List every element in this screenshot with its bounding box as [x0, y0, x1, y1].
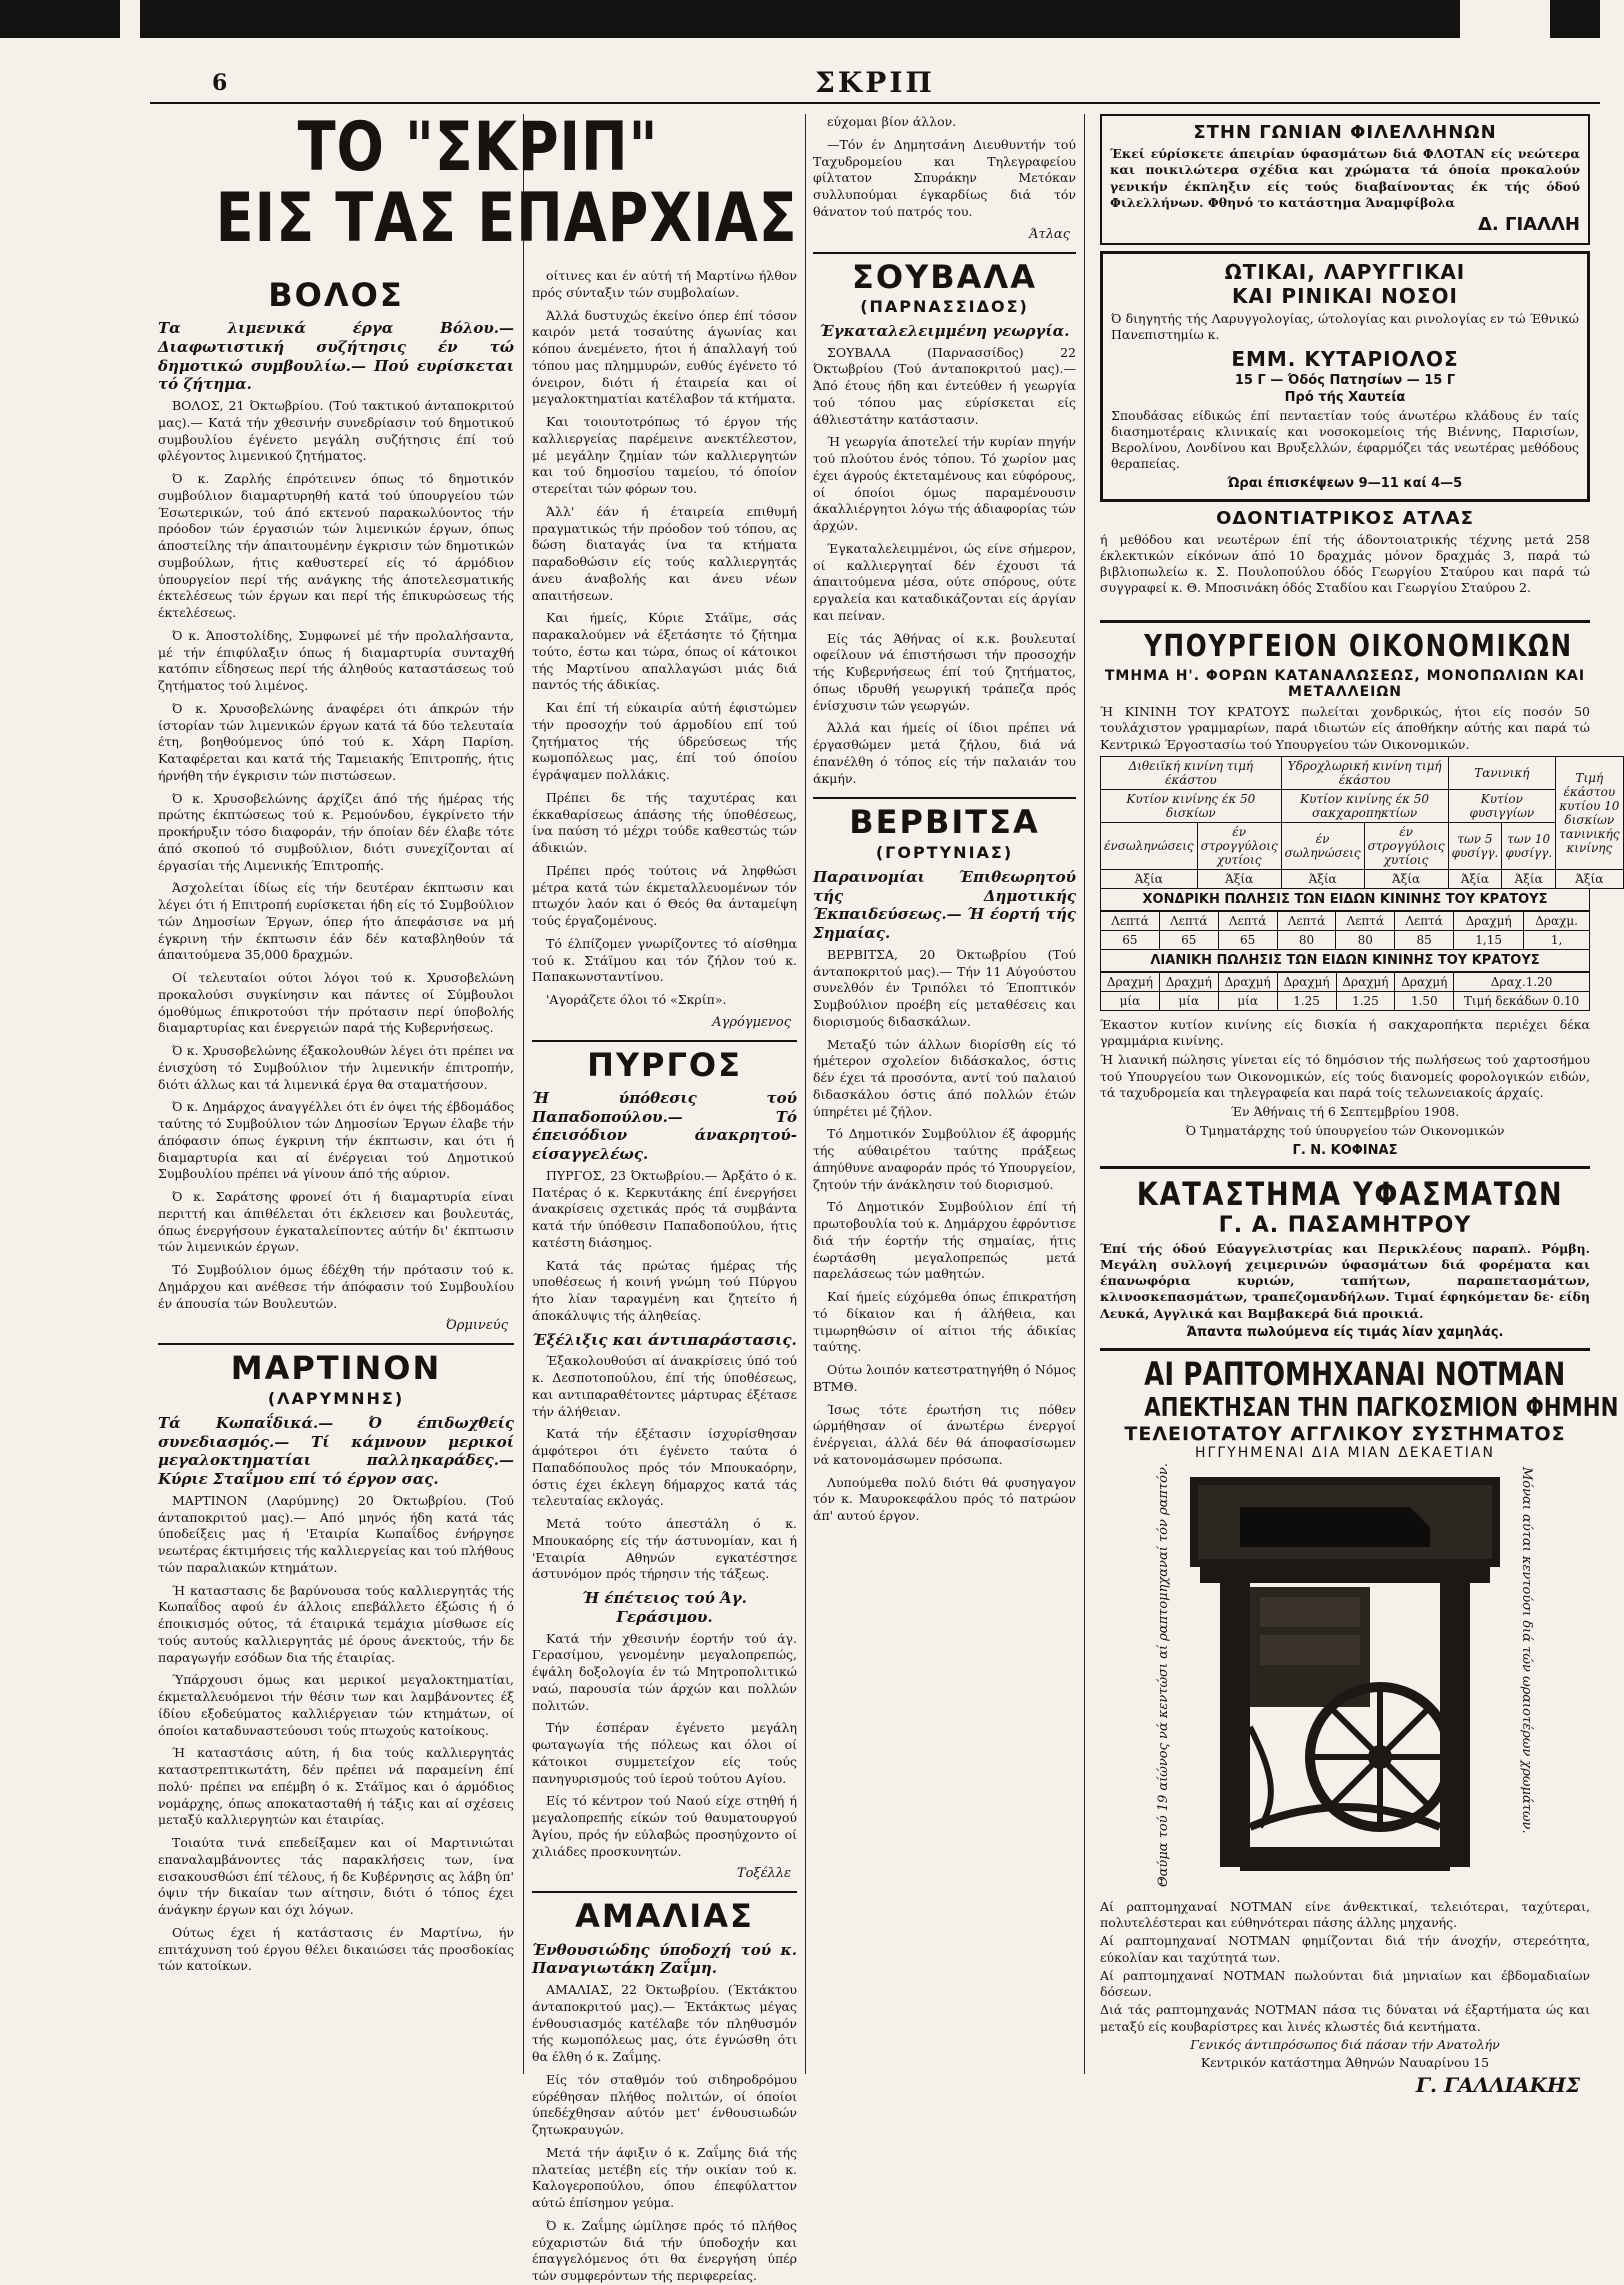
table-cell: Άξία: [1101, 869, 1198, 888]
table-cell: Δραχμή: [1159, 972, 1218, 991]
fabric-shop-title: ΚΑΤΑΣΤΗΜΑ ΥΦΑΣΜΑΤΩΝ: [1136, 1174, 1564, 1213]
ad-notman: [1100, 1348, 1619, 2098]
ad-text: ή μεθόδου και νεωτέρων έπί τής άδοντοιατρικής τέχνης μετά 258 έκλεκτικών είκόνων άπό 10 δραχμάς μόνον δραχμάς 3, παρά τώ βιβλιοπωλείω κ. Σ. Πουλοπούλου όδός Γεωργίου Σταύρου και παρά τώ συγγραφεί κ. Θ. Μποσινάκη όδός Σταδίου και Γεωργίου Σταύρου 2.: [1100, 531, 1590, 596]
paragraph: Κατά τήν έξέτασιν ίσχυρίσθησαν άμφότεροι ότι έγένετο ταύτα ό Παπαδόπουλος πρός τόν Μπουκαόρην, όστις έχει έκλεγη δήμαρχος κατά τάς τελευταίας εκλογάς.: [532, 1426, 797, 1509]
ad-heading: ΚΑΙ ΡΙΝΙΚΑΙ ΝΟΣΟΙ: [1232, 284, 1458, 308]
paragraph: Ό κ. Ζαρλής έπρότεινεν όπως τό δημοτικόν συμβούλιον διαμαρτυρηθή κατά τού ύπουργείου τών Έσωτερικών, τού άπό εκτενού παρακωλύοντος τήν πρόοδον τών έργασιών τών λιμενικών έργων, όπως άποστείλης τήν άπαιτουμένην έγκρισιν τών δημοτικών συμβούλων, ήτις καθυστερεί είς τό άρμόδιον ύπουργείον περί τής ανάγκης τής άποτελεσματικής έκτελέσεως τών έργων και περί τής έπικυρώσεως τής έκτελέσεως.: [158, 471, 514, 621]
article-title-martinon: ΜΑΡΤΙΝΟΝ: [158, 1343, 514, 1386]
paragraph: ΠΥΡΓΟΣ, 23 Όκτωβρίου.— Άρξάτο ό κ. Πατέρας ό κ. Κερκυτάκης έπί ένεργήσει άνακρίσεις σχετικάς πρός τά συμβάντα κατά τήν ύπόθεσιν Παπαδοπούλου, ήτις κατέστη διάσημος.: [532, 1167, 797, 1250]
ministry-signature-title: Ό Τμηματάρχης τού ύπουργείου τών Οικονομικών: [1185, 1123, 1505, 1139]
article-headline-amalias: Ένθουσιώδης ύποδοχή τού κ. Παναγιωτάκη Ζαΐμη.: [532, 1940, 797, 1978]
ministry-title: ΥΠΟΥΡΓΕΙΟΝ ΟΙΚΟΝΟΜΙΚΩΝ: [1144, 629, 1573, 664]
table-header: Τιμή έκάστου κυτίου 10 δισκίων τανινικής κινίνης: [1556, 756, 1624, 869]
table-subheader: έν σωληνώσεις: [1281, 822, 1364, 869]
table-cell: Δραχμ.: [1524, 911, 1590, 930]
paragraph: —Τόν έν Δημητσάνη Διευθυντήν τού Ταχυδρομείου και Τηλεγραφείου φίλτατον Σπυράκην Μετόκαν συλλυπούμαι έγκαρδίως διά τόν θάνατον τού πατρός του.: [813, 136, 1076, 219]
header-rule: [150, 102, 1600, 104]
ad-heading: ΟΔΟΝΤΙΑΤΡΙΚΟΣ ΑΤΛΑΣ: [1216, 507, 1474, 529]
column-3: [813, 114, 1076, 2074]
ads-column-lower: [1100, 620, 1620, 2098]
table-cell: Δραχμή: [1218, 972, 1277, 991]
table-cell: Λεπτά: [1395, 911, 1454, 930]
table-cell: Λεπτά: [1277, 911, 1336, 930]
table-cell: 1,: [1524, 930, 1590, 949]
paragraph: Κατά τήν χθεσινήν έορτήν τού άγ. Γερασίμου, γενομένην μεγαλοπρεπώς, έψάλη δοξολογία έν τώ Μητροπολιτικώ ναώ, παρουσία τών άρχών και πολλών πολιτών.: [532, 1630, 797, 1713]
table-subheader: των 5 φυσίγγ.: [1448, 822, 1502, 869]
paragraph: Ούτως έχει ή κατάστασις έν Μαρτίνω, ήν επιτάχυνση τού έργου θέλει δικαιώσει τάς προσδοκίας τών κατοίκων.: [158, 1924, 514, 1974]
ad-text: Ό διηγητής τής Λαρυγγολογίας, ώτολογίας και ρινολογίας εν τώ Έθνικώ Πανεπιστημίω κ.: [1111, 311, 1579, 343]
table-cell: Τιμή δεκάδων 0.10: [1454, 991, 1590, 1010]
table-cell: μία: [1101, 991, 1160, 1010]
ad-address: 15 Γ — Όδός Πατησίων — 15 Γ: [1234, 372, 1456, 388]
table-subheader: των 10 φυσίγγ.: [1502, 822, 1556, 869]
column-rule: [1084, 114, 1085, 2074]
article-title-verbitsa: ΒΕΡΒΙΤΣΑ: [813, 797, 1076, 840]
paragraph: Είς τάς Άθήνας οί κ.κ. βουλευταί οφείλουν νά έπιστήσωσι τήν προσοχήν τής Κυβερνήσεως έπί τού ζητήματος, όπως ιδρυθή γεωργική τράπεζα πρός ένίσχυσιν τών γεωργών.: [813, 630, 1076, 713]
paragraph: Άλλά δυστυχώς έκείνο όπερ έπί τόσον καιρόν μετά τοσαύτης άγωνίας και κόπου άνεμένετο, ήτοι ή άπαλλαγή τού τόπου μας πλημμυρών, ευθύς έγένετο τό όνειρον, διότι ή έταιρεία και οί μεγαλοκτηματίαι κατέλαβον τά κτήματα.: [532, 307, 797, 407]
table-cell: Δραχ.1.20: [1454, 972, 1590, 991]
bar-gap: [120, 0, 140, 38]
table-cell: Άξία: [1364, 869, 1448, 888]
sub-heading: Έξέλιξις και άντιπαράστασις.: [532, 1330, 797, 1349]
retail-table: [1100, 972, 1590, 1011]
paragraph: Έγκαταλελειμμένοι, ώς είνε σήμερον, οί καλλιεργηταί δέν έχουσι τά άπαιτούμενα μέσα, ούτε σπόρους, ούτε εργαλεία και καταδικάζονται είς άργίαν και πείναν.: [813, 540, 1076, 623]
paragraph: Ό κ. Ζαΐμης ώμίλησε πρός τό πλήθος εύχαριστών διά τήν ύποδοχήν και έπαγγελόμενος ότι θα ένεργήση ύπέρ τών συμφερόντων τής περιφερείας.: [532, 2217, 797, 2284]
table-header: Υδροχλωρική κινίνη τιμή έκάστου: [1281, 756, 1448, 789]
ministry-notice: [1100, 620, 1620, 1158]
notman-agent: Γενικός άντιπρόσωπος διά πάσαν τήν Ανατολήν: [1190, 2036, 1500, 2052]
ad-text: Έκεί εύρίσκετε άπειρίαν ύφασμάτων διά ΦΛΟΤΑΝ είς νεώτερα και ποικιλώτερα σχέδια και χρώματα τά όποία προκαλούν γενικήν έκπληξιν είς τούς διαβαίνοντας έκ τής όδού Φιλελλήνων. Φθηνό το κατάστημα Άναμφίβολα: [1110, 146, 1580, 210]
retail-title: ΛΙΑΝΙΚΗ ΠΩΛΗΣΙΣ ΤΩΝ ΕΙΔΩΝ ΚΙΝΙΝΗΣ ΤΟΥ ΚΡΑΤΟΥΣ: [1100, 950, 1590, 972]
table-cell: Άξία: [1448, 869, 1502, 888]
notman-line4: ΗΓΓΥΗΜΕΝΑΙ ΔΙΑ ΜΙΑΝ ΔΕΚΑΕΤΙΑΝ: [1195, 1444, 1495, 1461]
ad-heading: ΣΤΗΝ ΓΩΝΙΑΝ ΦΙΛΕΛΛΗΝΩΝ: [1193, 122, 1497, 143]
sub-heading: Ή έπέτειος τού Άγ. Γεράσιμου.: [582, 1589, 747, 1626]
quinine-table: [1100, 756, 1624, 889]
paragraph: Ό κ. Σαράτσης φρονεί ότι ή διαμαρτυρία είναι περιττή και άπιθέλεται ότι έκλεισεν και βουλευτάς, όπως ένεργήσουν έγκαταλείποντες αύτήν δι' έκπτωσιν τών λιμενικών έργων.: [158, 1189, 514, 1255]
wholesale-table: [1100, 911, 1590, 950]
paragraph: Ή γεωργία άποτελεί τήν κυρίαν πηγήν τού πλούτου ένός τόπου. Τό χωρίον μας έχει άγρούς έκτεταμένους και εύφόρους, οί όποίοι όμως παραμένουσιν άκαλλιέργητοι λόγω τής άδιαφορίας τών άρχών.: [813, 434, 1076, 534]
fabric-owner: Γ. Α. ΠΑΣΑΜΗΤΡΟΥ: [1218, 1212, 1472, 1238]
table-header: Κυτίον κινίνης έκ 50 δισκίων: [1101, 789, 1282, 822]
article-subtitle: (ΠΑΡΝΑΣΣΙΔΟΣ): [860, 296, 1029, 316]
table-cell: Δραχμή: [1395, 972, 1454, 991]
paragraph: Τήν έσπέραν έγένετο μεγάλη φωταγωγία τής πόλεως και όλοι οί κάτοικοι συμμετείχον είς τούς πανηγυρισμούς τού ίερού τούτου Αγίου.: [532, 1720, 797, 1786]
paragraph: Ό κ. Χρυσοβελώνης έξακολουθών λέγει ότι πρέπει να ένισχύση τό Συμβούλιον τήν λιμενικήν έπιτροπήν, διότι άλλως και τά λιμενικά έργα θα σταματήσουν.: [158, 1043, 514, 1092]
ministry-signature: Γ. Ν. ΚΟΦΙΝΑΣ: [1292, 1142, 1398, 1158]
table-cell: 1.50: [1395, 991, 1454, 1010]
ministry-subtitle: ΤΜΗΜΑ Η'. ΦΟΡΩΝ ΚΑΤΑΝΑΛΩΣΕΩΣ, ΜΟΝΟΠΩΛΙΩΝ ΚΑΙ ΜΕΤΑΛΛΕΙΩΝ: [1104, 668, 1586, 700]
article-title-souvala: ΣΟΥΒΑΛΑ: [813, 252, 1076, 295]
ad-fabric: [1100, 1166, 1590, 1340]
article-headline-souvala: Έγκαταλελειμμένη γεωργία.: [819, 321, 1070, 340]
notman-descriptions: [1100, 1899, 1590, 2072]
paragraph: Οί τελευταίοι ούτοι λόγοι τού κ. Χρυσοβελώνη προκαλούσι συγκίνησιν και πάντες οί Σύμβουλοι όμοθύμως έπικροτούσι τήν πρότασιν περί ύποβολής διαμαρτυρίας και ένεργειών παρά τής Κυβερνήσεως.: [158, 970, 514, 1036]
table-cell: Δραχμή: [1336, 972, 1395, 991]
notman-desc: Διά τάς ραπτομηχανάς NOTMAN πάσα τις δύναται νά έξαρτήματα ώς και μεταξύ είς κουβαρίστρες και λινές κλωστές διά κεντήματα.: [1100, 2002, 1590, 2034]
table-cell: 80: [1277, 930, 1336, 949]
table-cell: Άξία: [1502, 869, 1556, 888]
table-header: Κυτίον φυσιγγίων: [1448, 789, 1556, 822]
paragraph: οίτινες και έν αύτή τή Μαρτίνω ήλθον πρός σύνταξιν τών συμβολαίων.: [532, 268, 797, 300]
paragraph: Και τοιουτοτρόπως τό έργον τής καλλιεργείας παρέμεινε ανεκτέλεστον, μέ μεγάλην ζημίαν τών καλλιεργητών και τού δημοσίου ταμείου, τό όποίον στερείται τών φόρων του.: [532, 414, 797, 496]
paragraph: Είς τόν σταθμόν τού σιδηροδρόμου εύρέθησαν πλήθος πολιτών, οί όποίοι ύπεδέχθησαν αύτόν μετ' ένθουσιωδών ζητωκραυγών.: [532, 2071, 797, 2138]
table-cell: 65: [1218, 930, 1277, 949]
notman-line2: ΑΠΕΚΤΗΣΑΝ ΤΗΝ ΠΑΓΚΟΣΜΙΟΝ ΦΗΜΗΝ: [1144, 1392, 1619, 1423]
article-title-volos: ΒΟΛΟΣ: [268, 276, 404, 314]
table-header: Διθειϊκή κινίνη τιμή έκάστου: [1101, 756, 1282, 789]
article-signature: Αγρόγμενος: [712, 1014, 791, 1030]
article-headline-verbitsa: Παραινομίαι Έπιθεωρητού τής Δημοτικής Έκπαιδεύσεως.— Ή έορτή τής Σημαίας.: [813, 867, 1076, 942]
paragraph: ΒΕΡΒΙΤΣΑ, 20 Όκτωβρίου (Τού άνταποκριτού μας).— Τήν 11 Αύγούστου συνελθόν έν Τριπόλει τό Έποπτικόν Συμβούλιον προέβη είς μεταθέσεις και διορισμούς διδασκάλων.: [813, 946, 1076, 1029]
notman-line3: ΤΕΛΕΙΟΤΑΤΟΥ ΑΓΓΛΙΚΟΥ ΣΥΣΤΗΜΑΤΟΣ: [1124, 1422, 1566, 1445]
table-cell: Λεπτά: [1336, 911, 1395, 930]
paragraph: Μεταξύ τών άλλων διορίσθη είς τό ήμέτερον σχολείον διδάσκαλος, όστις δέν έχει τά προσόντα, αντί τού παλαιού διδασκάλου όστις άπό πολλών έτών ύπηρέτει μέ ζήλον.: [813, 1036, 1076, 1119]
paragraph: Ό κ. Άποστολίδης, Συμφωνεί μέ τήν προλαλήσαντα, μέ τήν έπιφύλαξιν όπως ή διαμαρτυρία συνταχθή κατόπιν εΐδησεως περί τής άληθούς καταστάσεως τού ζητήματος τού λιμένος.: [158, 627, 514, 694]
table-subheader: ένσωληνώσεις: [1101, 822, 1198, 869]
page-header: [150, 66, 1600, 99]
paragraph: εύχομαι βίον άλλον.: [827, 114, 957, 129]
notman-desc: Αί ραπτομηχαναί NOTMAN φημίζονται διά τήν άνοχήν, στερεότητα, εύκολίαν και ταχύτητά των.: [1100, 1933, 1590, 1965]
table-cell: μία: [1218, 991, 1277, 1010]
paragraph: Ή καταστασις δε βαρύνουσα τούς καλλιεργητάς τής Κωπαΐδος αφού έν άλλοις επεβάλλετο έξώσις ή ό έποικισμός ούτος, τά έταιρικά τεμάχια μίσθωσε είς τούς αυτούς καλλιεργητάς μέ όρους άνεκτούς, τήν δε παραγωγήν εσόδων δια τής έταιρίας.: [158, 1582, 514, 1665]
ad-hours: Ώραι έπισκέψεων 9—11 καί 4—5: [1227, 475, 1463, 491]
paragraph: 'Αγοράζετε όλοι τό «Σκρίπ».: [546, 992, 727, 1007]
article-signature: Άτλας: [1029, 226, 1070, 242]
column-rule: [805, 114, 806, 2074]
table-cell: Δραχμή: [1101, 972, 1160, 991]
paragraph: Ό κ. Χρυσοβελώνης άναφέρει ότι άπκρών τήν ίστορίαν τών λιμενικών έργων κατά τά δύο τελευταία έτη, βοηθούμενος ύπό τού κ. Χάρη Παρίση. Καταφέρεται και κατά τής Ταμειακής Έπιτροπής, ήτις ήρνήθη τήν έγκρισιν τών πιστώσεων.: [158, 700, 514, 783]
table-cell: 1.25: [1336, 991, 1395, 1010]
ministry-intro: Ή ΚΙΝΙΝΗ ΤΟΥ ΚΡΑΤΟΥΣ πωλείται χονδρικώς, ήτοι είς ποσόν 50 τουλάχιστον γραμμαρίων, παρά ιδιωτών είς άποθήκην αύτής και παρά τώ Κεντρικώ Έργοστασίω τού Υπουργείου τών Οικονομικών.: [1100, 704, 1590, 752]
bar-gap: [1460, 0, 1550, 38]
table-cell: Λεπτά: [1101, 911, 1160, 930]
ad-address: Πρό τής Χαυτεία: [1284, 389, 1406, 405]
paragraph: Λυπούμεθα πολύ διότι θά φυσηγαγον τόν κ. Μαυροκεφάλου πρός τό πατρώον άπ' αυτού έργον.: [813, 1474, 1076, 1523]
table-cell: Άξία: [1281, 869, 1364, 888]
sewing-machine-icon: [1180, 1467, 1510, 1897]
paragraph: Ύπάρχουσι όμως και μερικοί μεγαλοκτηματίαι, έκμεταλλευόμενοι τήν θέσιν των και λαμβάνοντες έξ ίδίου εξοδεύματος καλλιέργειαν τών κτημάτων, οί όποίοι καταδυναστεύουσι τούς πτωχούς κατοίκους.: [158, 1672, 514, 1738]
table-cell: Άξία: [1197, 869, 1281, 888]
top-black-bar: [0, 0, 1600, 38]
fabric-footer: Άπαντα πωλούμενα είς τιμάς λίαν χαμηλάς.: [1186, 1324, 1504, 1340]
paragraph: ΣΟΥΒΑΛΑ (Παρνασσίδος) 22 Όκτωβρίου (Τού άνταποκριτού μας).— Άπό έτους ήδη και έντεύθεν ή γεωργία τού τόπου μας εύρίσκεται είς άθλιεστάτην κατάστασιν.: [813, 344, 1076, 427]
table-cell: Άξία: [1556, 869, 1624, 888]
article-headline-pyrgos: Ή ύπόθεσις τού Παπαδοπούλου.— Τό έπεισόδιον άνακρητού-είσαγγελέως.: [532, 1088, 797, 1164]
article-headline-volos: Τα λιμενικά έργα Βόλου.— Διαφωτιστική συζήτησις έν τώ δημοτικώ συμβουλίω.— Πού ευρίσκεται τό ζήτημα.: [158, 319, 514, 394]
page-number: 6: [212, 70, 228, 96]
sewing-machine-illustration: [1156, 1462, 1534, 1897]
paragraph: Μετά τήν άφιξιν ό κ. Ζαΐμης διά τής πλατείας μετέβη είς τήν οικίαν τού κ. Καλογεροπούλου, όπου έπεφύλαττον αύτώ έπίσημον γεύμα.: [532, 2144, 797, 2211]
paragraph: Ό κ. Δημάρχος άναγγέλλει ότι έν όψει τής έβδομάδος ταύτης τό Συμβούλιον τών Δημοσίων Έργων έλαβε τήν άπόφασιν όπως έγκρινη τήν έκπτωσιν, και ότι ή διαμαρτυρία και αί ένέργειαι τού Δημοτικού Συμβουλίου πρέπει νά γίνουν άπό τής αύριον.: [158, 1099, 514, 1182]
paragraph: Κατά τάς πρώτας ήμέρας τής υποθέσεως ή κοινή γνώμη τού Πύργου ήτο λίαν ταραγμένη και ζητείτο ή άποκάλυψις τής άληθείας.: [532, 1257, 797, 1323]
table-cell: Λεπτά: [1218, 911, 1277, 930]
ad-text: Σπουδάσας είδικώς έπί πενταετίαν τούς άνωτέρω κλάδους έν ταίς διασημοτέραις κλινικαίς και νοσοκομείοις τής Βιέννης, Παρισίων, Βερολίνου, Λονδίνου και Βρυξελλών, έφαρμόζει τάς νεωτέρας μεθόδους θεραπείας.: [1111, 407, 1579, 472]
paragraph: Έξακολουθούσι αί άνακρίσεις ύπό τού κ. Δεσποτοπούλου, έπί τής ύποθέσεως, και αντιπαραθέτοντες μάρτυρας έξέτασε τήν άλήθειαν.: [532, 1353, 797, 1419]
table-cell: 1,15: [1454, 930, 1524, 949]
column-2: [532, 268, 797, 2284]
doctor-name: ΕΜΜ. ΚΥΤΑΡΙΟΛΟΣ: [1231, 346, 1459, 371]
notman-address: Κεντρικόν κατάστημα Άθηνών Ναυαρίνου 15: [1200, 2055, 1490, 2070]
paragraph: Τοιαύτα τινά επεδείξαμεν και οί Μαρτινιώται επαναλαμβάνοντες τάς παρακλήσεις των, ίνα εισακουσθώσι έπί τέλους, ή δε Κυβέρνησις ας λάβη ύπ' όψιν τήν δικαίαν των αίτησιν, διότι ό τόπος έχει άνάγκην έργων και όχι λόγων.: [158, 1835, 514, 1918]
ministry-note: Ή λιανική πώλησις γίνεται είς τό δημόσιον τής πωλήσεως τού χαρτοσήμου τού Υπουργείου των Οικονομικών, είς τούς διανομείς φορολογικών ειδών, τά ταχυδρομεία και τηλεγραφεία και παρά τοίς τελωνειακοίς άρχαίς.: [1100, 1052, 1590, 1100]
paragraph: Τό Συμβούλιον όμως έδέχθη τήν πρότασιν τού κ. Δημάρχου και ανέθεσε τήν άπόφασιν τού Συμβουλίου έν άπουσία τών Βουλευτών.: [158, 1262, 514, 1311]
paragraph: Ίσως τότε έρωτήση τις πόθεν ώρμήθησαν οί άνωτέρω ένεργοί ένέργειαι, άλλά δέν θά άποφασίσωμεν νά κατονομάσωμεν πρόσωπα.: [813, 1401, 1076, 1467]
paragraph: Πρέπει δε τής ταχυτέρας και έκκαθαρίσεως άπάσης τής ύποθέσεως, ίνα παύση τό μέχρι τούδε καθεστώς τών άδικιών.: [532, 789, 797, 855]
wholesale-title: ΧΟΝΔΡΙΚΗ ΠΩΛΗΣΙΣ ΤΩΝ ΕΙΔΩΝ ΚΙΝΙΝΗΣ ΤΟΥ ΚΡΑΤΟΥΣ: [1100, 889, 1590, 911]
paragraph: Καί ήμείς εύχόμεθα όπως έπικρατήση τό δίκαιον και ή άλήθεια, και τιμωρηθώσιν οί αίτιοι τής άδικίας ταύτης.: [813, 1289, 1076, 1355]
paragraph: Και ήμείς, Κύριε Στάϊμε, σάς παρακαλούμεν νά έξετάσητε τό ζήτημα τούτο, έστω και τώρα, όπως οί κάτοικοι τής Μαρτίνου απαλλαγώσι μιάς διά παντός τής άδικίας.: [532, 610, 797, 693]
table-subheader: έν στρογγύλοις χυτίοις: [1364, 822, 1448, 869]
paragraph: Ούτω λοιπόν κατεστρατηγήθη ό Νόμος ΒΤΜΘ.: [813, 1362, 1076, 1394]
table-subheader: έν στρογγύλοις χυτίοις: [1197, 822, 1281, 869]
section-title-block: [158, 108, 798, 259]
paragraph: ΒΟΛΟΣ, 21 Όκτωβρίου. (Τού τακτικού άνταποκριτού μας).— Κατά τήν χθεσινήν συνεδρίασιν τού δημοτικού συμβουλίου έγένετο μεγάλη συζήτησις έπί τού φλέγοντος λιμενικού ζητήματος.: [158, 398, 514, 464]
table-cell: Δραχμή: [1454, 911, 1524, 930]
paragraph: ΜΑΡΤΙΝΟΝ (Λαρύμνης) 20 Όκτωβρίου. (Τού άνταποκριτού μας).— Από μηνός ήδη κατά τάς ύποδείξεις μας ή 'Εταιρία Κωπαΐδος ένήργησε νεωτέρας έκτιμήσεις τής καλλιεργείας και τού πλήθους τών παραλιακών κτημάτων.: [158, 1492, 514, 1575]
table-cell: 80: [1336, 930, 1395, 949]
paragraph: Πρέπει πρός τούτοις νά ληφθώσι μέτρα κατά τών έκμεταλλευομένων τόν πτωχόν λαόν και ό Θεός θα άνταμείψη τούς έργαζομένους.: [532, 862, 797, 928]
table-cell: 65: [1159, 930, 1218, 949]
notman-side-caption-left: Θαύμα τού 19 αίώνος νά κεντώσι αί ραπτομηχαναί τόν ραπτόν.: [1156, 1462, 1171, 1887]
table-cell: Δραχμή: [1277, 972, 1336, 991]
column-1: [158, 268, 514, 2074]
table-cell: 65: [1101, 930, 1160, 949]
table-header: Τανινική: [1448, 756, 1556, 789]
ad-kytarolos: [1100, 251, 1590, 502]
paragraph: Ή καταστάσις αύτη, ή δια τούς καλλιεργητάς καταστρεπτικωτάτη, δέν πρέπει νά παραμείνη έπί πολύ· πρέπει να επέμβη ό κ. Στάϊμος και ό άρμόδιος νομάρχης, όπως αποκατασταθή ή τάξις και αί σχέσεις μεταξύ καλλιεργητών και έταιρίας.: [158, 1745, 514, 1828]
article-subtitle: (ΛΑΡΥΜΝΗΣ): [267, 1388, 405, 1408]
paragraph: Ό κ. Χρυσοβελώνης άρχίζει άπό τής ήμέρας τής πρώτης έκπτώσεως τού κ. Ρεμούνδου, έγκρίνετο τήν προκήρυξιν τόσο διαφοράν, τήν όποίαν δέν έλαβε τότε άπό σκοπού τό συμβούλιον, διότι συνεχίζονται αί έργασίαι τής Λιμενικής Έπιτροπής.: [158, 790, 514, 873]
paragraph: Τό έλπίζομεν γνωρίζοντες τό αίσθημα τού κ. Στάϊμου και τόν ζήλον τού κ. Παπακωνσταντίνου.: [532, 935, 797, 985]
article-signature: Όρμινεύς: [445, 1318, 508, 1334]
ad-heading: ΩΤΙΚΑΙ, ΛΑΡΥΓΓΙΚΑΙ: [1224, 260, 1466, 284]
table-cell: 1.25: [1277, 991, 1336, 1010]
paragraph: Άλλ' έάν ή έταιρεία επιθυμή πραγματικώς τήν πρόοδον τού τόπου, ας δώση διαταγάς ίνα τα κτήματα παραδοθώσιν είς τούς καλλιεργητάς άνευ άναβολής και άνευ νέων απαιτήσεων.: [532, 503, 797, 603]
paragraph: Τό Δημοτικόν Συμβούλιον έπί τή πρωτοβουλία τού κ. Δημάρχου έφρόντισε διά τήν έορτήν τής σημαίας, ήτις έωρτάσθη μεγαλοπρεπώς μετά παρελάσεως τών μαθητών.: [813, 1199, 1076, 1282]
paper-name: ΣΚΡΙΠ: [815, 66, 935, 99]
notman-desc: Αί ραπτομηχαναί NOTMAN πωλούνται διά μηνιαίων και έβδομαδιαίων δόσεων.: [1100, 1967, 1590, 1999]
paragraph: Μετά τούτο άπεστάλη ό κ. Μπουκαόρης είς τήν άστυνομίαν, και ή 'Εταιρία Αθηνών εγκατέστησε άστυνόμον πρός τήρησιν τής τάξεως.: [532, 1516, 797, 1582]
table-header: Κυτίον κινίνης έκ 50 σακχαροπηκτίων: [1281, 789, 1448, 822]
article-headline-martinon: Τά Κωπαΐδικά.— Ό έπιδωχθείς συνεδιασμός.— Τί κάμνουν μερικοί μεγαλοκτηματίαι παλληκαράδες.— Κύριε Σταΐμου επί τό έργον σας.: [158, 1413, 514, 1489]
paragraph: ΑΜΑΛΙΑΣ, 22 Όκτωβρίου. (Έκτάκτου άνταποκριτού μας).— Έκτάκτως μέγας ένθουσιασμός κατέλαβε τόν πληθυσμόν τής κωμοπόλεως μας, ότε έγνώσθη ότι θα έλθη ό κ. Ζαΐμης.: [532, 1982, 797, 2065]
ad-gialli: [1100, 114, 1590, 245]
article-subtitle: (ΓΟΡΤΥΝΙΑΣ): [875, 842, 1014, 862]
main-title-line2: ΕΙΣ ΤΑΣ ΕΠΑΡΧΙΑΣ: [215, 179, 798, 259]
paragraph: Τό Δημοτικόν Συμβούλιον έξ άφορμής τής αύθαιρέτου ταύτης πράξεως άπηύθυνε αναφοράν πρός τό Υπουργείον, ζητούν τήν άνάκλησιν τού διορισμού.: [813, 1126, 1076, 1192]
table-cell: 85: [1395, 930, 1454, 949]
table-cell: Λεπτά: [1159, 911, 1218, 930]
article-title-amalias: ΑΜΑΛΙΑΣ: [532, 1891, 797, 1934]
table-cell: μία: [1159, 991, 1218, 1010]
article-signature: Τοξέλλε: [736, 1866, 791, 1882]
column-rule: [523, 114, 524, 2074]
article-title-pyrgos: ΠΥΡΓΟΣ: [532, 1040, 797, 1083]
ad-signature: Δ. ΓΙΑΛΛΗ: [1477, 214, 1580, 235]
ad-dental: [1100, 508, 1590, 597]
notman-signature: Γ. ΓΑΛΛΙΑΚΗΣ: [1415, 2073, 1580, 2098]
notman-line1: ΑΙ ΡΑΠΤΟΜΗΧΑΝΑΙ NOTMAN: [1144, 1354, 1566, 1393]
paragraph: Άσχολείται ίδίως είς τήν δευτέραν έκπτωσιν και λέγει ότι ή Επιτροπή ευρίσκεται ήδη είς τό Συμβούλιον τών Δημοσίων Έργων, όπερ ήτο άπεφάσισε να μή έγκρινη τήν έκπτωσιν έάν δέν καταβληθούν τά άπαιτούμενα 35,000 δραχμών.: [158, 880, 514, 963]
notman-desc: Αί ραπτομηχαναί NOTMAN είνε άνθεκτικαί, τελειότεραι, ταχύτεραι, πολυτελέστεραι και εύθηνότεραι πάσης άλλης μηχανής.: [1100, 1898, 1590, 1930]
fabric-text: Έπί τής όδού Εύαγγελιστρίας και Περικλέους παραπλ. Ρόμβη. Μεγάλη συλλογή χειμερινών ύφασμάτων διά φορέματα και έπανωφόρια κυριών, ταπήτων, παραπετασμάτων, κλινοσκεπασμάτων, τραπεζομανδήλων. Τιμαί έφηκόμεταν δε· είδη Λευκά, Αγγλικά και Βαμβακερά διά προικιά.: [1100, 1240, 1590, 1321]
ministry-note: Έκαστον κυτίον κινίνης είς δισκία ή σακχαροπήκτα περιέχει δέκα γραμμάρια κινίνης.: [1100, 1016, 1590, 1048]
paragraph: Και έπί τή εύκαιρία αύτή έφιστώμεν τήν προσοχήν τού άρμοδίου επί τού ζητήματος τής ύδρεύσεως τής κωμοπόλεως μας, έπί τού όποίου έγράψαμεν πολλάκις.: [532, 700, 797, 782]
paragraph: Είς τό κέντρον τού Ναού είχε στηθή ή μεγαλοπρεπής είκών τού θαυματουργού Άγίου, πρός ήν εύλαβώς προσηύχοντο οί χιλιάδες προσκυνητών.: [532, 1793, 797, 1859]
main-title-line1: ΤΟ "ΣΚΡΙΠ": [297, 108, 659, 187]
ministry-date: Έν Άθήναις τή 6 Σεπτεμβρίου 1908.: [1230, 1104, 1460, 1119]
notman-side-caption-right: Μόναι αύται κεντούσι διά τών ωραιοτέρων χρωμάτων.: [1519, 1466, 1534, 1834]
paragraph: Άλλά και ήμείς οί ίδιοι πρέπει νά έργασθώμεν μετά ζήλου, διά νά έπανέλθη ό τόπος είς τήν παλαιάν του άκμήν.: [813, 720, 1076, 786]
